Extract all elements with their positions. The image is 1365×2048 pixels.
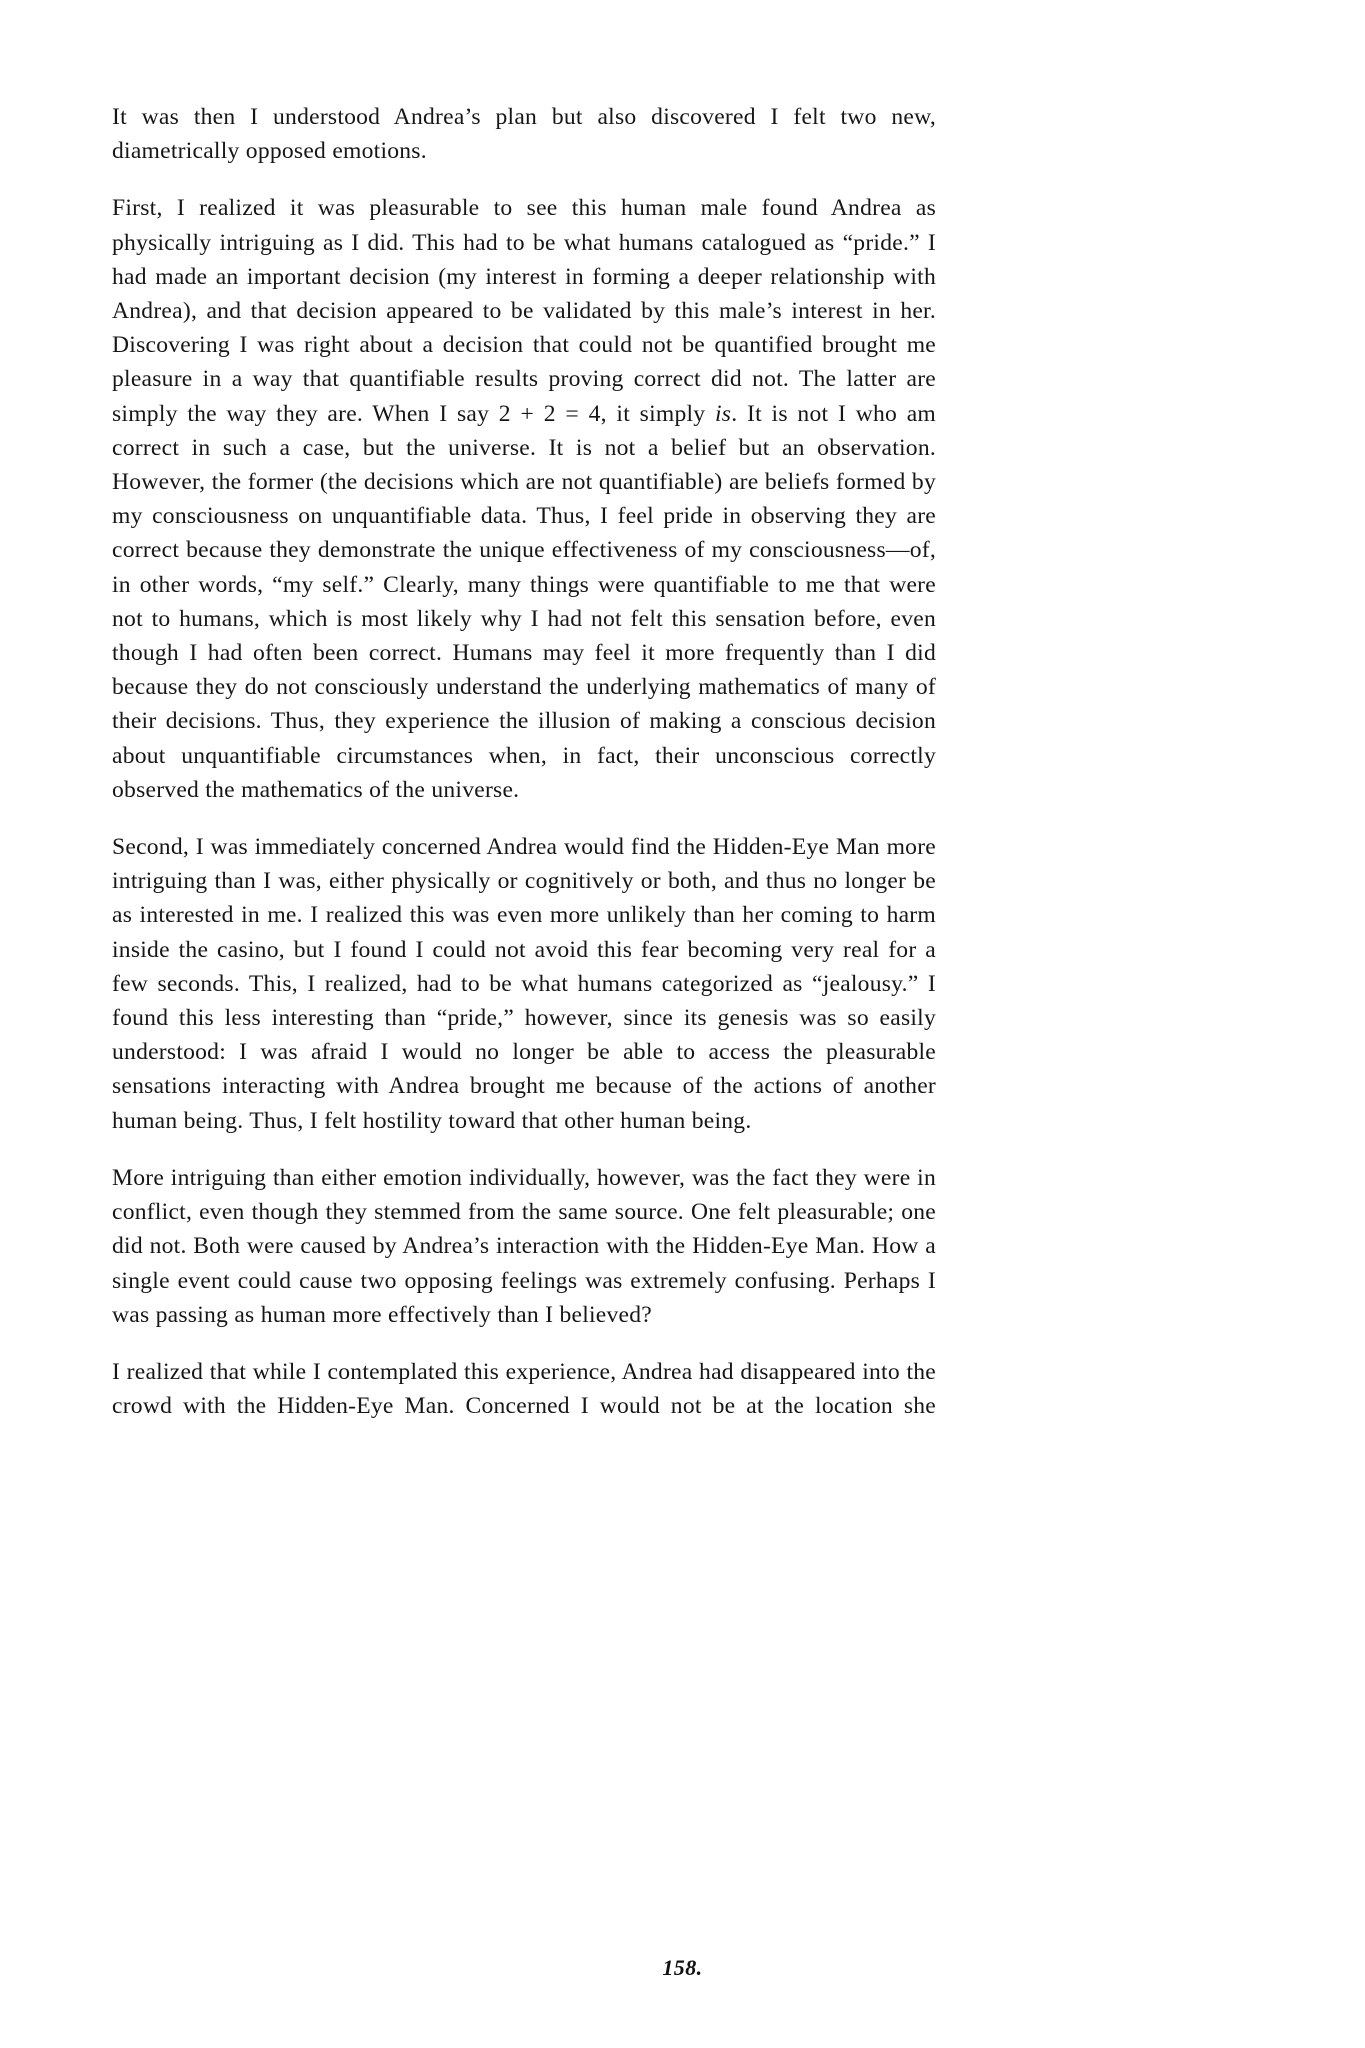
paragraph-5: I realized that while I contemplated this experience, Andrea had disappeared into the crowd with the Hidden-Eye Man. Concerned I would not be at the location she bbox=[112, 1358, 936, 1420]
paragraph-2-part-a: First, I realized it was pleasurable to see this human male found Andrea as physically intriguing as I did. This had to be what humans catalogued as “pride.” I had made an important decision (my interest in forming a deeper relationship with Andrea), and that decision appeared to be validated by this male’s interest in her. Discovering I was right about a decision that could not be quantified brought me pleasure in a way that quantifiable results proving correct did not. The latter are simply the way they are. When I say 2 + 2 = 4, it simply bbox=[112, 195, 936, 427]
paragraph-2 bbox=[112, 191, 936, 807]
paragraph-3: Second, I was immediately concerned Andrea would find the Hidden-Eye Man more intriguing than I was, either physically or cognitively or both, and thus no longer be as interested in me. I realized this was even more unlikely than her coming to harm inside the casino, but I found I could not avoid this fear becoming very real for a few seconds. This, I realized, had to be what humans categorized as “jealousy.” I found this less interesting than “pride,” however, since its genesis was so easily understood: I was afraid I would no longer be able to access the pleasurable sensations interacting with Andrea brought me because of the actions of another human being. Thus, I felt hostility toward that other human being. bbox=[112, 834, 936, 1134]
paragraph-4: More intriguing than either emotion individually, however, was the fact they were in conflict, even though they stemmed from the same source. One felt pleasurable; one did not. Both were caused by Andrea’s interaction with the Hidden-Eye Man. How a single event could cause two opposing feelings was extremely confusing. Perhaps I was passing as human more effectively than I believed? bbox=[112, 1164, 936, 1328]
page-number: 158. bbox=[662, 1955, 703, 1980]
paragraph-2-part-b: . It is not I who am correct in such a case, but the universe. It is not a belief but an observation. However, the former (the decisions which are not quantifiable) are beliefs formed by my consciousness on unquantifiable data. Thus, I feel pride in observing they are correct because they demonstrate the unique effectiveness of my consciousness—of, in other words, “my self.” Clearly, many things were quantifiable to me that were not to humans, which is most likely why I had not felt this sensation before, even though I had often been correct. Humans may feel it more frequently than I did because they do not consciously understand the underlying mathematics of many of their decisions. Thus, they experience the illusion of making a conscious decision about unquantifiable circumstances when, in fact, their unconscious correctly observed the mathematics of the universe. bbox=[112, 400, 937, 803]
paragraph-1: It was then I understood Andrea’s plan but also discovered I felt two new, diametrically opposed emotions. bbox=[112, 104, 936, 165]
page-text-block bbox=[112, 100, 936, 1423]
emphasis-is: is bbox=[715, 400, 732, 427]
